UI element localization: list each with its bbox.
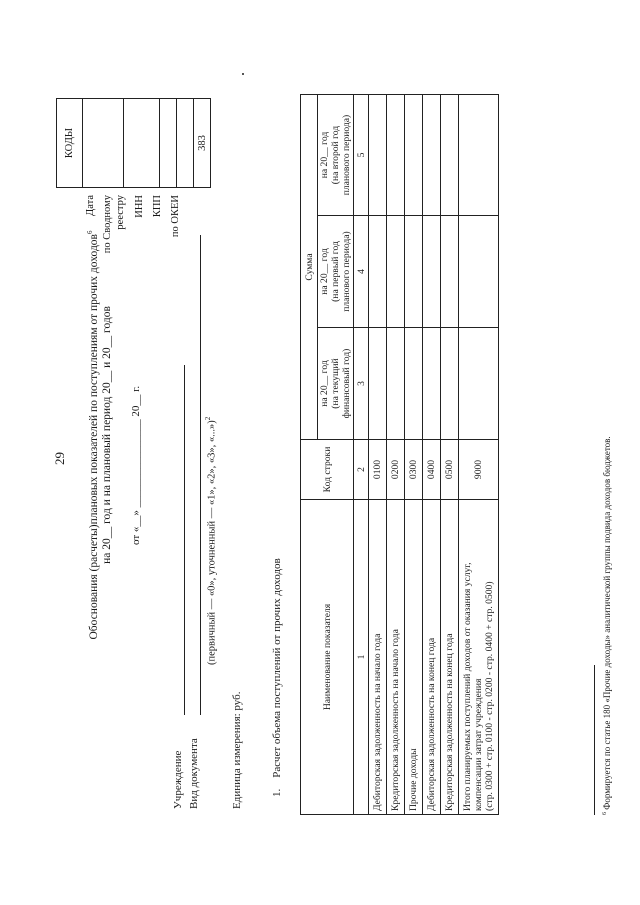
col-number-4: 4 (354, 216, 369, 328)
header-sum-current-line2: (на текущий (330, 358, 341, 409)
row-sum-current[interactable] (441, 328, 459, 440)
income-calculation-table (300, 94, 499, 815)
code-inn-cell[interactable] (160, 99, 177, 188)
header-sum-second-line3: планового периода) (341, 114, 352, 196)
header-line-code: Код строки (301, 440, 354, 500)
row-code: 0200 (387, 440, 405, 500)
document-type-field-line (200, 235, 201, 715)
date-line: от «__» ________________ 20__ г. (130, 385, 142, 545)
header-sum-first-line2: (на первый год (330, 241, 341, 302)
codes-label-date: Дата (85, 195, 96, 216)
total-name (459, 500, 499, 815)
codes-label-inn: ИНН (134, 195, 145, 218)
unit-of-measure: Единица измерения: руб. (231, 691, 243, 809)
codes-label-kpp: КПП (152, 195, 163, 218)
scan-speck (242, 73, 244, 75)
section-number: 1. (271, 788, 283, 797)
section-heading (271, 558, 283, 797)
col-number-3: 3 (354, 328, 369, 440)
institution-field-line (184, 365, 185, 715)
footnote-text: Формируется по статье 180 «Прочие доходы» аналитической группы подвида доходов бюджетов. (602, 436, 612, 810)
row-code: 0300 (405, 440, 423, 500)
codes-header: КОДЫ (57, 99, 83, 188)
row-sum-current[interactable] (369, 328, 387, 440)
code-date-cell[interactable] (83, 99, 124, 188)
form-title-line2: на 20__ год и на плановый период 20__ и 20__ годов (100, 306, 113, 564)
row-sum-second[interactable] (423, 95, 441, 216)
table-row (423, 95, 441, 815)
document-kinds-footnote-ref: 2 (204, 416, 212, 421)
table-row (387, 95, 405, 815)
row-sum-current[interactable] (423, 328, 441, 440)
row-code: 0500 (441, 440, 459, 500)
total-sum-first[interactable] (459, 216, 499, 328)
row-sum-second[interactable] (441, 95, 459, 216)
table-row (441, 95, 459, 815)
section-title: Расчет объема поступлений от прочих доходов (271, 558, 283, 778)
header-indicator-name: Наименование показателя (301, 500, 354, 815)
row-sum-first[interactable] (441, 216, 459, 328)
codes-label-register-1: по Сводному (102, 195, 113, 254)
col-number-5: 5 (354, 95, 369, 216)
total-name-line1: Итого планируемых поступлений доходов от оказания услуг, (462, 562, 473, 811)
header-sum-first-plan-year (318, 216, 354, 328)
row-code: 0100 (369, 440, 387, 500)
row-sum-first[interactable] (369, 216, 387, 328)
code-kpp-cell[interactable] (177, 99, 194, 188)
row-code: 0400 (423, 440, 441, 500)
footnote-ref: 6 (602, 812, 608, 815)
row-sum-second[interactable] (387, 95, 405, 216)
header-sum-current-line1: на 20__ год (319, 360, 330, 407)
codes-label-okei: по ОКЕИ (170, 195, 181, 238)
total-sum-current[interactable] (459, 328, 499, 440)
header-sum-second-line1: на 20__ год (319, 131, 330, 179)
row-name: Дебиторская задолженность на начало года (369, 500, 387, 815)
code-okei-cell: 383 (194, 99, 211, 188)
row-name: Кредиторская задолженность на конец года (441, 500, 459, 815)
row-name: Дебиторская задолженность на конец года (423, 500, 441, 815)
page-number: 29 (52, 452, 67, 465)
row-sum-first[interactable] (387, 216, 405, 328)
form-title-line1: Обоснования (расчеты)плановых показателей по поступлениям от прочих доходов (87, 234, 100, 640)
row-sum-first[interactable] (423, 216, 441, 328)
total-code: 9000 (459, 440, 499, 500)
total-name-line2: компенсации затрат учреждения (473, 678, 484, 811)
row-sum-current[interactable] (387, 328, 405, 440)
form-title-footnote-ref: 6 (86, 230, 94, 235)
row-sum-first[interactable] (405, 216, 423, 328)
total-name-line3: (стр. 0300 + стр. 0100 - стр. 0200 - стр. 0400 + стр. 0500) (484, 581, 495, 811)
header-sum-first-line1: на 20__ год (319, 248, 330, 295)
header-sum: Сумма (301, 95, 318, 440)
codes-table (56, 98, 211, 188)
total-sum-second[interactable] (459, 95, 499, 216)
table-row (405, 95, 423, 815)
document-kinds-note (204, 417, 218, 665)
document-kinds-text: (первичный — «0», уточненный — «1», «2», «3», «...») (206, 420, 218, 665)
row-name: Кредиторская задолженность на начало года (387, 500, 405, 815)
code-register-cell[interactable] (124, 99, 160, 188)
col-number-2: 2 (354, 440, 369, 500)
footnote (602, 436, 612, 815)
row-sum-current[interactable] (405, 328, 423, 440)
footnote-divider (594, 665, 595, 815)
header-sum-first-line3: планового периода) (341, 231, 352, 312)
row-sum-second[interactable] (405, 95, 423, 216)
row-sum-second[interactable] (369, 95, 387, 216)
header-sum-current-line3: финансовый год) (341, 348, 352, 419)
table-row-total (459, 95, 499, 815)
codes-label-register-2: реестру (115, 195, 126, 230)
institution-label: Учреждение (172, 750, 184, 809)
document-type-label: Вид документа (188, 738, 200, 809)
header-sum-second-plan-year (318, 95, 354, 216)
header-sum-current-year (318, 328, 354, 440)
table-row (369, 95, 387, 815)
header-sum-second-line2: (на второй год (330, 125, 341, 185)
row-name: Прочие доходы (405, 500, 423, 815)
col-number-1: 1 (354, 500, 369, 815)
